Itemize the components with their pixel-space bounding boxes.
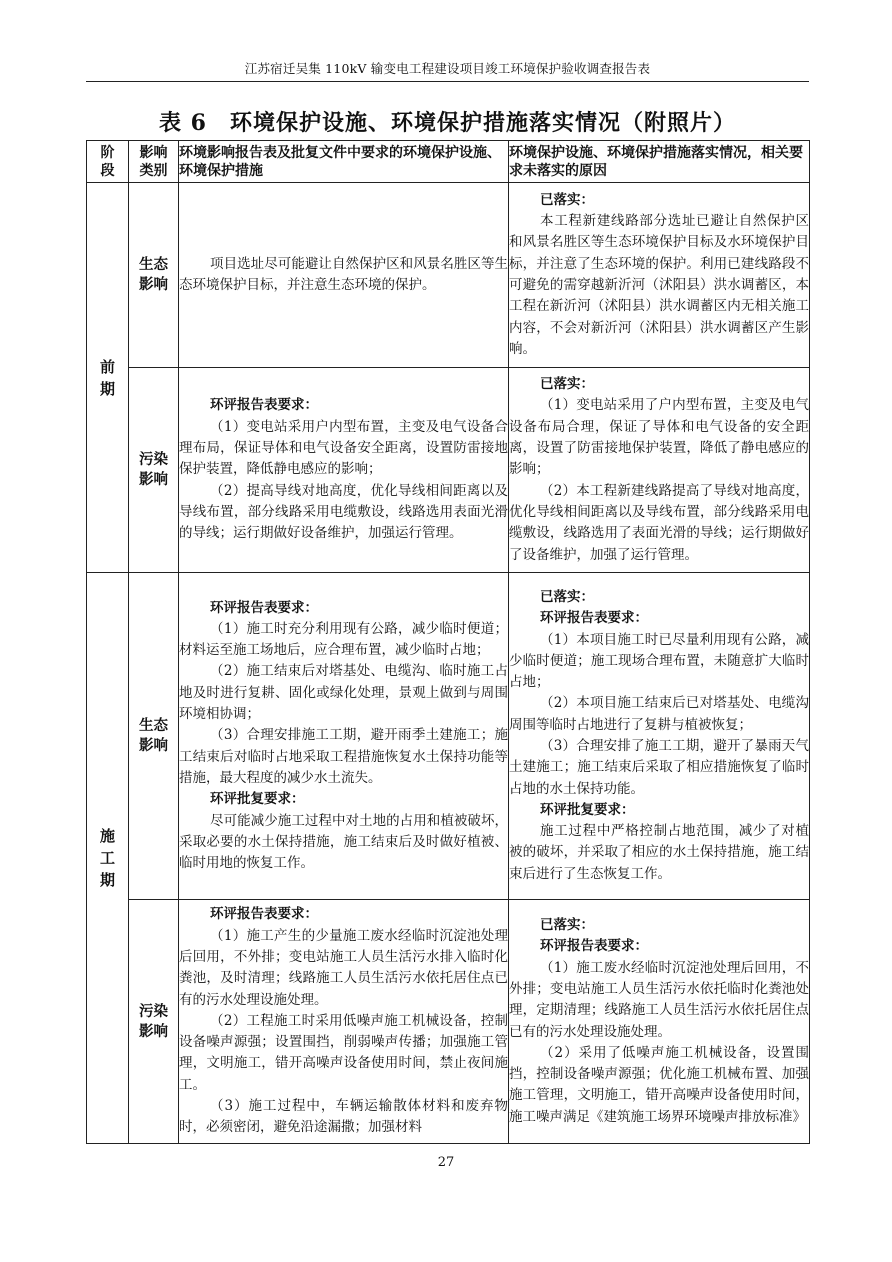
requirement-cell: 环评报告表要求： （1）施工产生的少量施工废水经临时沉淀池处理后回用，不外排；变电站施工人员生活污水排入临时化粪池，及时清理；线路施工人员生活污水依托居住点已有的污水处理设施处理。 （2）工程施工时采用低噪声施工机械设备，控制设备噪声源强；设置围挡，削弱噪声传播；加强施工管理，文明施工，错开高噪声设备使用时间，禁止夜间施工。 （3）施工过程中，车辆运输散体材料和废弃物时，必须密闭，避免沿途漏撒；加强材料 (179, 900, 509, 1144)
table-row (87, 368, 810, 573)
requirement-cell: 环评报告表要求： （1）施工时充分利用现有公路，减少临时便道；材料运至施工场地后，应合理布置，减少临时占地； （2）施工结束后对塔基处、电缆沟、临时施工占地及时进行复耕、固化或绿化处理，景观上做到与周围环境相协调； （3）合理安排施工工期，避开雨季土建施工；施工结束后对临时占地采取工程措施恢复水土保持功能等措施，最大程度的减少水土流失。 环评批复要求： 尽可能减少施工过程中对土地的占用和植被破坏，采取必要的水土保持措施，施工结束后及时做好植被、临时用地的恢复工作。 (179, 573, 509, 900)
stage-construction: 施 工 期 (87, 573, 129, 1144)
type-eco: 生态 影响 (129, 573, 179, 900)
implementation-cell: 已落实： 本工程新建线路部分选址已避让自然保护区和风景名胜区等生态环境保护目标及水环境保护目标，并注意了生态环境的保护。利用已建线路段不可避免的需穿越新沂河（沭阳县）洪水调蓄区，本工程在新沂河（沭阳县）洪水调蓄区内无相关施工内容，不会对新沂河（沭阳县）洪水调蓄区产生影响。 (509, 183, 810, 368)
table-row (87, 573, 810, 900)
type-eco: 生态 影响 (129, 183, 179, 368)
type-pollution: 污染 影响 (129, 900, 179, 1144)
table-row (87, 183, 810, 368)
stage-early: 前 期 (87, 183, 129, 573)
requirement-cell: 环评报告表要求： （1）变电站采用户内型布置，主变及电气设备合理布局，保证导体和电气设备安全距离，设置防雷接地保护装置，降低静电感应的影响； （2）提高导线对地高度，优化导线相间距离以及导线布置，部分线路采用电缆敷设，线路选用表面光滑的导线；运行期做好设备维护，加强运行管理。 (179, 368, 509, 573)
table-row (87, 900, 810, 1144)
table-header-row (87, 141, 810, 183)
header-type: 影响 类别 (129, 141, 179, 183)
document-header: 江苏宿迁吴集 110kV 输变电工程建设项目竣工环境保护验收调查报告表 (86, 56, 809, 82)
measures-table (86, 140, 810, 1144)
page-number: 27 (437, 1155, 455, 1170)
header-stage: 阶 段 (87, 141, 129, 183)
header-requirement: 环境影响报告表及批复文件中要求的环境保护设施、环境保护措施 (179, 141, 509, 183)
implementation-cell: 已落实： 环评报告表要求： （1）施工废水经临时沉淀池处理后回用，不外排；变电站施工人员生活污水依托临时化粪池处理，定期清理；线路施工人员生活污水依托居住点已有的污水处理设施处理。 （2）采用了低噪声施工机械设备，设置围挡，控制设备噪声源强；优化施工机械布置、加强施工管理，文明施工，错开高噪声设备使用时间，施工噪声满足《建筑施工场界环境噪声排放标准》 (509, 900, 810, 1144)
requirement-cell: 项目选址尽可能避让自然保护区和风景名胜区等生态环境保护目标，并注意生态环境的保护。 (179, 183, 509, 368)
implementation-cell: 已落实： 环评报告表要求： （1）本项目施工时已尽量利用现有公路，减少临时便道；施工现场合理布置，未随意扩大临时占地； （2）本项目施工结束后已对塔基处、电缆沟周围等临时占地进行了复耕与植被恢复； （3）合理安排了施工工期，避开了暴雨天气土建施工；施工结束后采取了相应措施恢复了临时占地的水土保持功能。 环评批复要求： 施工过程中严格控制占地范围，减少了对植被的破坏，并采取了相应的水土保持措施，施工结束后进行了生态恢复工作。 (509, 573, 810, 900)
implementation-cell: 已落实： （1）变电站采用了户内型布置，主变及电气设备布局合理，保证了导体和电气设备的安全距离，设置了防雷接地保护装置，降低了静电感应的影响； （2）本工程新建线路提高了导线对地高度，优化导线相间距离以及导线布置，部分线路采用电缆敷设，线路选用了表面光滑的导线；运行期做好了设备维护，加强了运行管理。 (509, 368, 810, 573)
header-implementation: 环境保护设施、环境保护措施落实情况，相关要求未落实的原因 (509, 141, 810, 183)
table-title: 表 6 环境保护设施、环境保护措施落实情况（附照片） (159, 110, 736, 136)
type-pollution: 污染 影响 (129, 368, 179, 573)
